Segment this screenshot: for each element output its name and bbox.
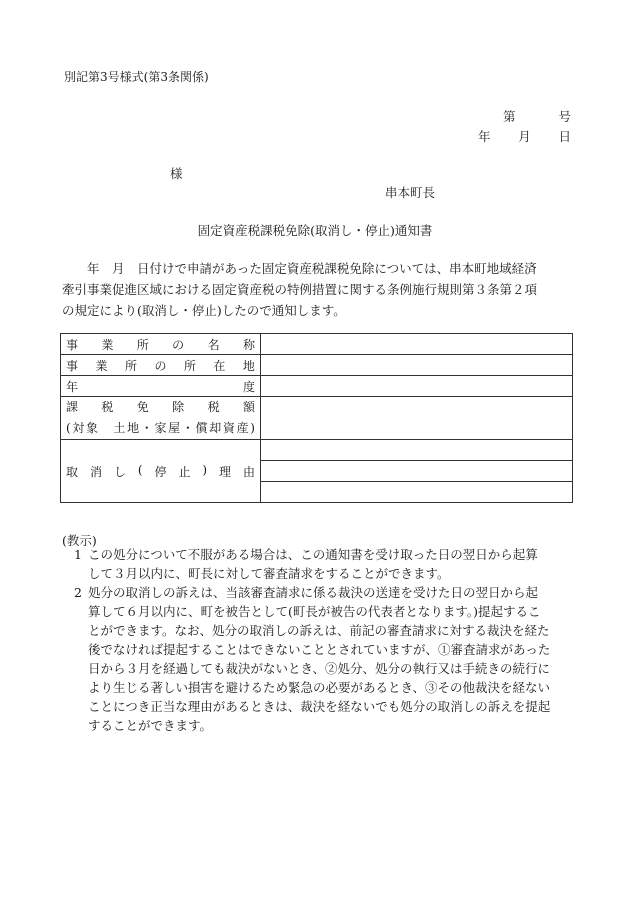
notice-line: することができます。 [88, 718, 213, 733]
notice-heading: (教示) [62, 533, 97, 548]
notice-line: 算して６月以内に、町を被告として(町長が被告の代表者となります。)提起するこ [88, 604, 541, 619]
issuer-name: 串本町長 [385, 185, 436, 200]
label-office-name [61, 334, 261, 355]
table-row [61, 334, 573, 355]
form-label: 別記第3号様式(第3条関係) [64, 70, 209, 84]
issue-date [478, 127, 571, 145]
label-office-location [61, 355, 261, 376]
value-office-location [261, 355, 573, 376]
body-line: 年 月 日付けで申請があった固定資産税課税免除については、串本町地域経済 [87, 261, 537, 276]
value-reason-2 [261, 461, 573, 482]
document-number [503, 107, 571, 125]
notice-item-text [88, 545, 574, 583]
notice-list [62, 545, 574, 735]
notice-line: より生じる著しい損害を避けるため緊急の必要があるとき、③その他裁決を経ない [88, 680, 551, 695]
date-day: 日 [558, 129, 571, 144]
label-tax-exempt [61, 397, 261, 440]
notice-line: 日から３月を経過しても裁決がないとき、②処分、処分の執行又は手続きの続行に [88, 661, 551, 676]
notice-item [62, 545, 574, 583]
body-paragraph [62, 258, 572, 321]
value-reason-1 [261, 440, 573, 461]
tax-target-text: ( 対 象 土 地 ・ 家 屋 ・ 償 却 資 産 ) [66, 421, 255, 435]
table-row [61, 397, 573, 440]
value-tax-exempt [261, 397, 573, 440]
notice-line: 後でなければ提起することはできないこととされていますが、①審査請求があった [88, 642, 551, 657]
value-reason-3 [261, 482, 573, 503]
table-row [61, 355, 573, 376]
fiscal-year-right: 度 [242, 379, 255, 394]
notice-line: とができます。なお、処分の取消しの訴えは、前記の審査請求に対する裁決を経た [88, 623, 550, 638]
value-fiscal-year [261, 376, 573, 397]
spread-text: 取 消 し ( 停 止 ) 理 由 [66, 462, 255, 479]
value-office-name [261, 334, 573, 355]
info-table [60, 333, 573, 503]
notice-line: この処分について不服がある場合は、この通知書を受け取った日の翌日から起算 [88, 547, 538, 562]
fiscal-year-left: 年 [66, 379, 79, 394]
spread-text: 事 業 所 の 名 称 [66, 337, 255, 352]
body-line: の規定により(取消し・停止)したので通知します。 [62, 303, 346, 318]
date-month: 月 [518, 129, 531, 144]
document-number-prefix: 第 [503, 109, 516, 124]
spread-text: 事 業 所 の 所 在 地 [66, 358, 255, 373]
date-year: 年 [478, 129, 491, 144]
label-fiscal-year [61, 376, 261, 397]
body-line: 牽引事業促進区域における固定資産税の特例措置に関する条例施行規則第３条第２項 [62, 282, 538, 297]
document-title: 固定資産税課税免除(取消し・停止)通知書 [197, 223, 433, 238]
table-row [61, 376, 573, 397]
label-reason [61, 440, 261, 503]
document-number-suffix: 号 [558, 109, 571, 124]
recipient-honorific: 様 [170, 166, 183, 181]
notice-line: ことにつき正当な理由があるときは、裁決を経ないでも処分の取消しの訴えを提起 [88, 699, 551, 714]
notice-line: して３月以内に、町長に対して審査請求をすることができます。 [88, 566, 450, 581]
notice-item-number: 1 [74, 547, 82, 562]
table-row [61, 440, 573, 461]
notice-item-number: 2 [74, 585, 82, 600]
notice-item [62, 583, 574, 735]
spread-text: 課 税 免 除 税 額 [66, 400, 255, 414]
notice-item-text [88, 583, 574, 735]
notice-line: 処分の取消しの訴えは、当該審査請求に係る裁決の送達を受けた日の翌日から起 [88, 585, 539, 600]
fiscal-year-spread [66, 378, 255, 395]
